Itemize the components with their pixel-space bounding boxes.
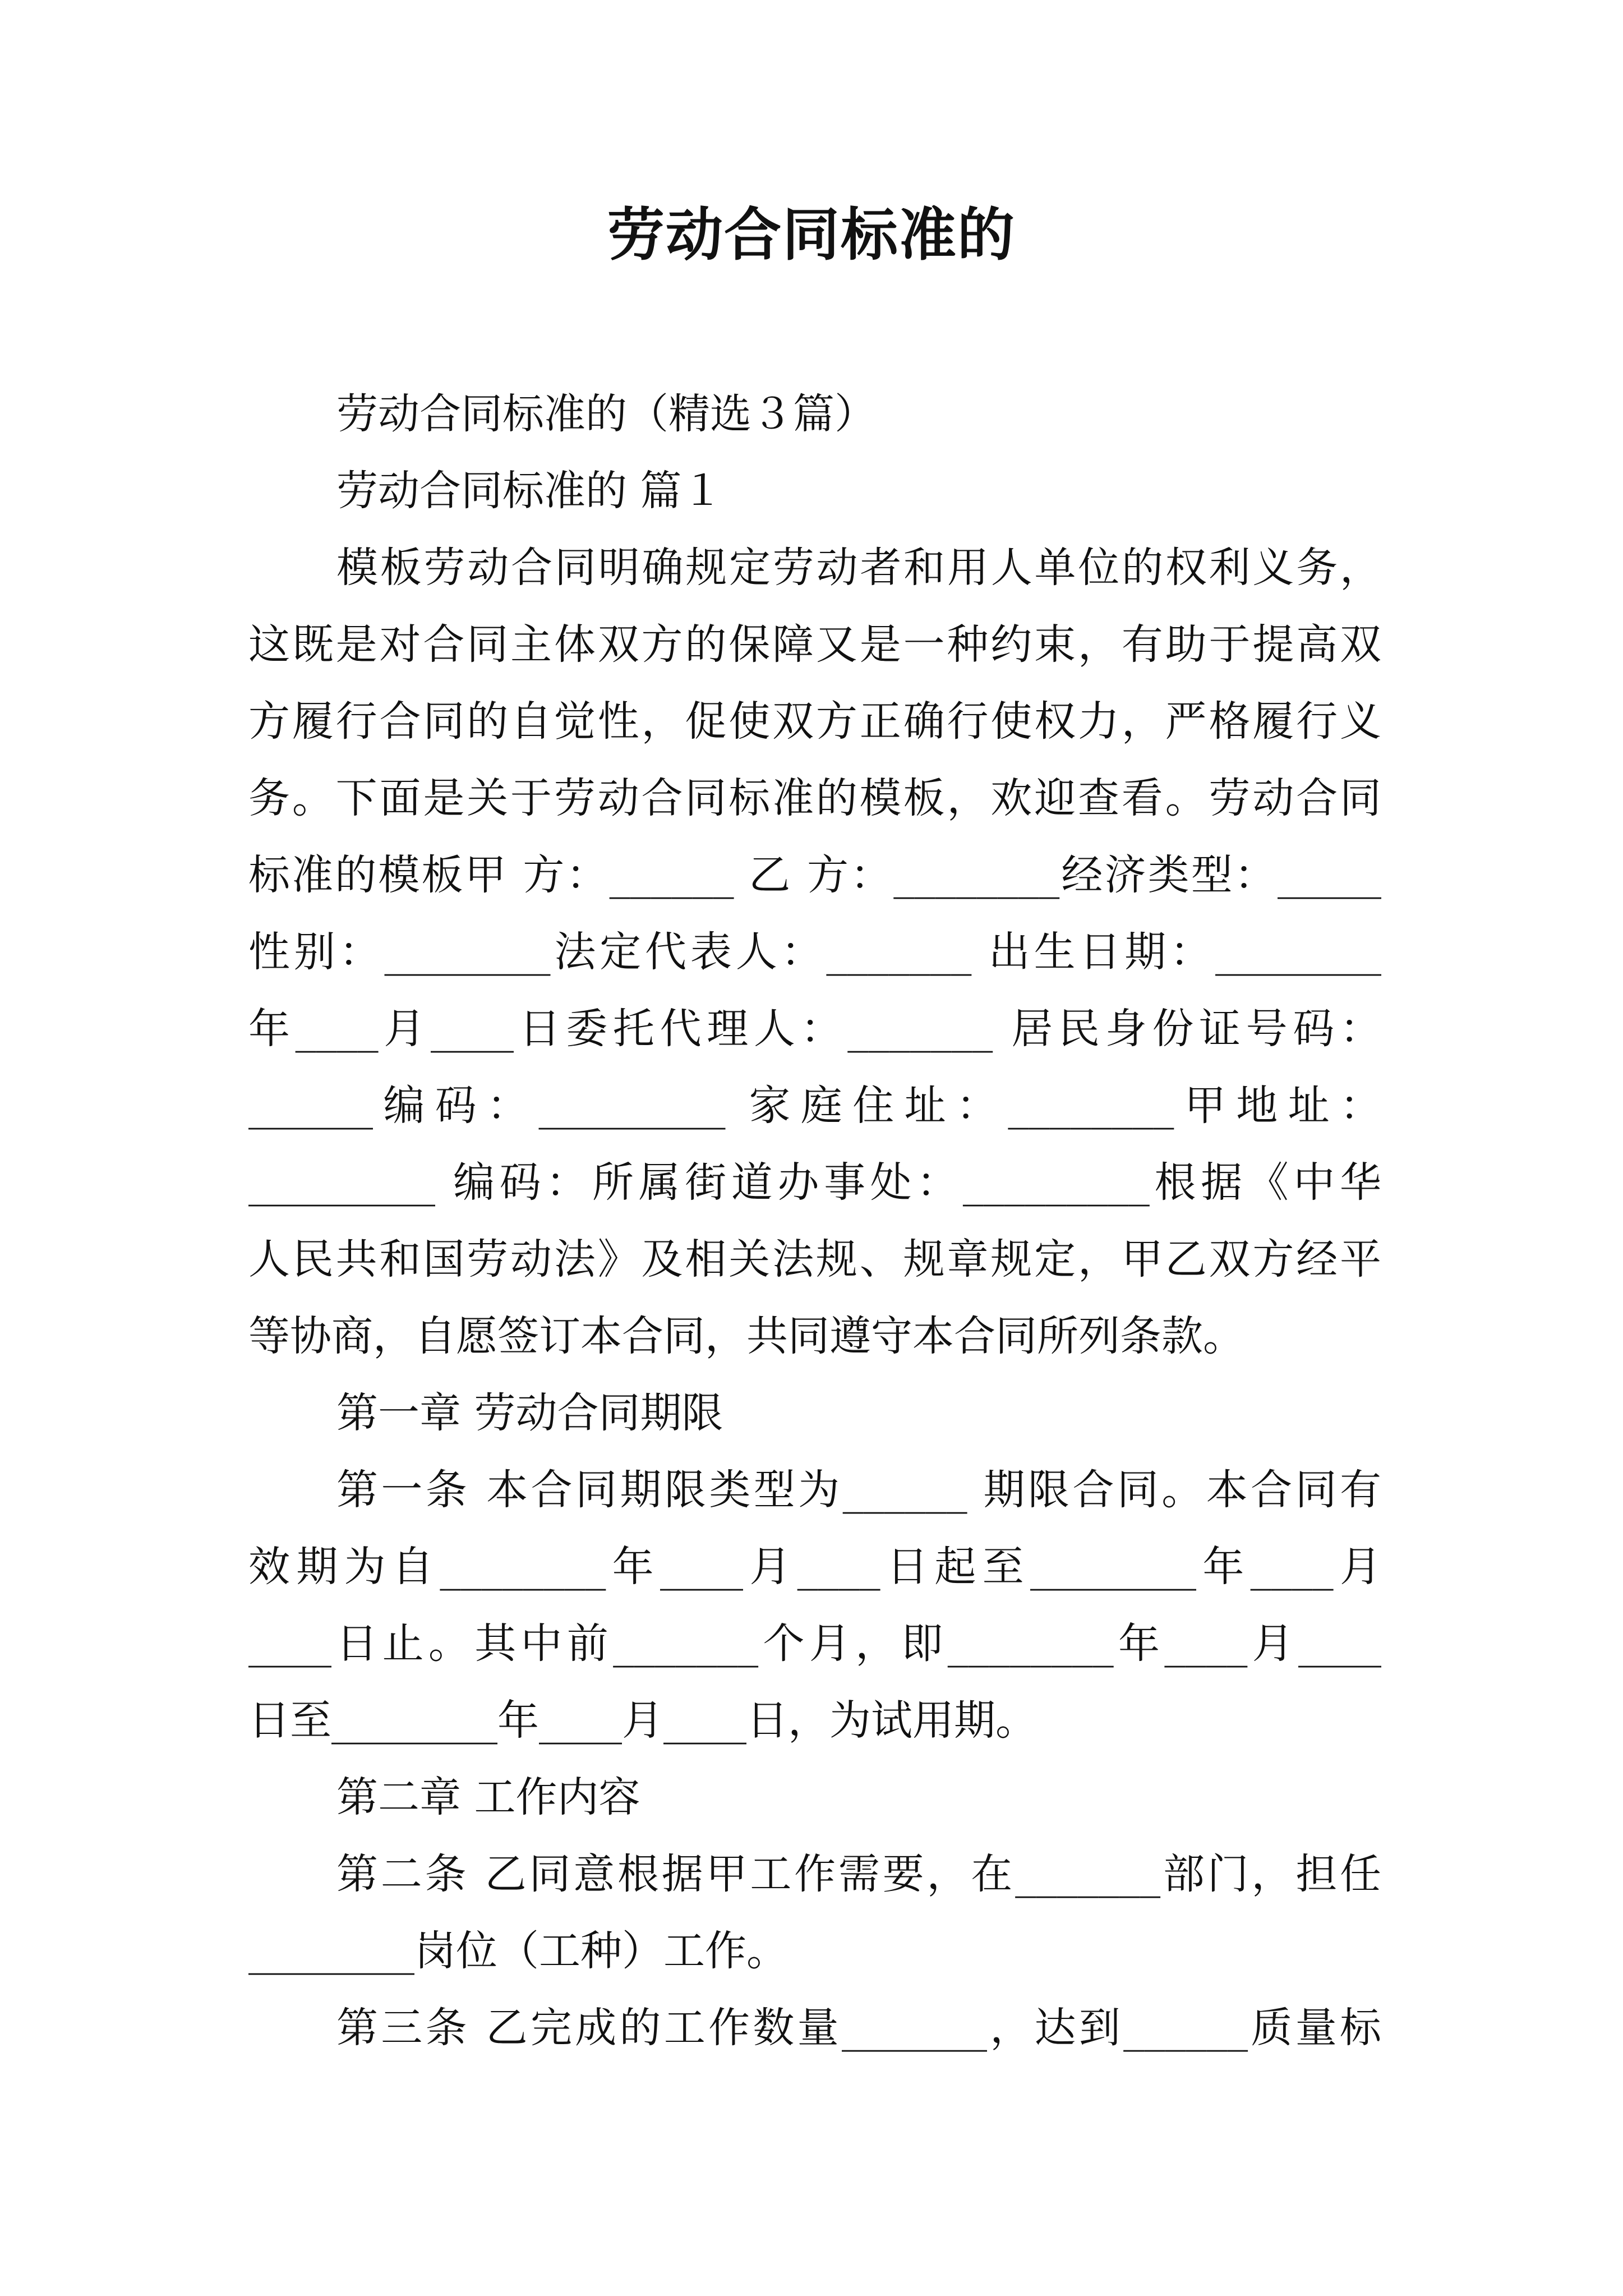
article-line: 效期为自________年____月____日起至________年____月 xyxy=(248,1543,1381,1591)
paragraph-line: 方履行合同的自觉性，促使双方正确行使权力，严格履行义 xyxy=(248,697,1381,746)
article-line: 日至________年____月____日，为试用期。 xyxy=(248,1696,1037,1745)
form-field-line: 年____月____日委托代理人：_______ 居民身份证号码： xyxy=(248,1005,1381,1053)
chapter-heading: 第一章 劳动合同期限 xyxy=(336,1389,723,1437)
article-line: 第三条 乙完成的工作数量_______，达到______质量标 xyxy=(336,2004,1381,2052)
section-heading: 劳动合同标准的 篇１ xyxy=(336,467,723,515)
paragraph-line: 模板劳动合同明确规定劳动者和用人单位的权利义务， xyxy=(336,544,1381,592)
chapter-heading: 第二章 工作内容 xyxy=(336,1773,640,1821)
form-field-line: ______编码：_________ 家庭住址：________甲地址： xyxy=(248,1082,1381,1130)
article-line: 第一条 本合同期限类型为______ 期限合同。本合同有 xyxy=(336,1466,1381,1514)
form-field-line: _________ 编码：所属街道办事处：_________根据《中华 xyxy=(248,1158,1381,1207)
article-line: ____日止。其中前_______个月，即________年____月____ xyxy=(248,1619,1381,1668)
paragraph-line: 人民共和国劳动法》及相关法规、规章规定，甲乙双方经平 xyxy=(248,1235,1381,1283)
form-field-line: 性别：________法定代表人：_______ 出生日期：________ xyxy=(248,928,1381,976)
document-title: 劳动合同标准的 xyxy=(607,202,1016,269)
paragraph-line: 等协商，自愿签订本合同，共同遵守本合同所列条款。 xyxy=(248,1312,1244,1360)
subtitle-selection: 劳动合同标准的（精选３篇） xyxy=(336,390,876,438)
paragraph-line: 务。下面是关于劳动合同标准的模板，欢迎查看。劳动合同 xyxy=(248,774,1381,822)
form-field-line: 标准的模板甲 方：______ 乙 方：________经济类型：_____ xyxy=(248,851,1381,899)
article-line: 第二条 乙同意根据甲工作需要，在_______部门，担任 xyxy=(336,1850,1381,1898)
paragraph-line: 这既是对合同主体双方的保障又是一种约束，有助于提高双 xyxy=(248,620,1381,669)
article-line: ________岗位（工种）工作。 xyxy=(248,1927,788,1975)
